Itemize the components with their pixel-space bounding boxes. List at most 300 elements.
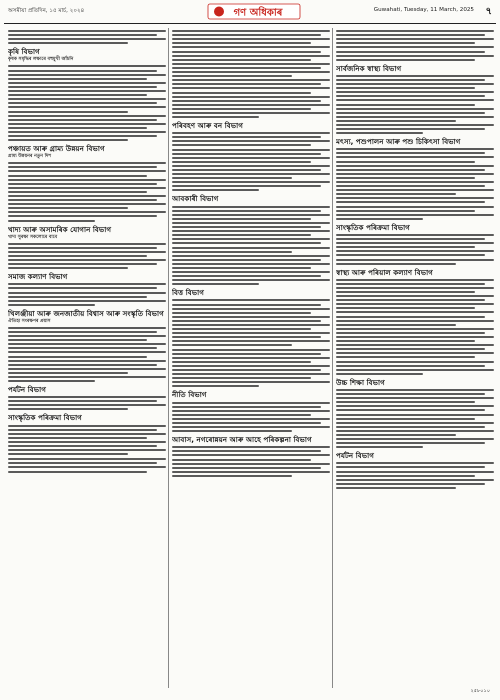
text-line [172,108,311,110]
text-line [172,46,330,48]
text-line [172,210,321,212]
column-left [8,28,166,688]
text-line [172,242,321,244]
text-line [336,303,494,305]
text-line [336,238,485,240]
text-line [172,42,311,44]
page-footer-code: ২৫৮০১০ [470,688,490,694]
text-line [172,450,321,452]
text-line [172,430,292,432]
text-line [8,127,147,129]
text-line [8,38,166,40]
text-line [172,149,330,151]
text-line [172,324,330,326]
text-line [336,214,494,216]
article-section [336,223,494,265]
article-section [8,458,166,472]
text-line [172,100,321,102]
text-line [8,179,166,181]
text-line [172,271,330,273]
text-line [336,75,494,77]
page-number: ৭ [485,6,492,17]
text-line [336,279,494,281]
text-line [8,404,166,406]
text-line [8,215,157,217]
text-line [336,369,494,371]
text-line [172,454,330,456]
text-line [8,356,147,358]
header-date-right: Guwahati, Tuesday, 11 March, 2025 [373,7,474,13]
section-heading: পৰ্যটন বিভাগ [8,385,46,395]
text-line [8,429,157,431]
text-line [8,251,166,253]
text-line [336,311,494,313]
text-line [336,173,494,175]
text-line [8,458,166,460]
text-line [172,316,330,318]
text-line [336,112,485,114]
text-line [172,177,292,179]
article-section [8,225,166,270]
text-line [8,433,166,435]
section-heading: উচ্চ শিক্ষা বিভাগ [336,377,385,387]
text-line [336,332,485,334]
article-section [8,144,166,221]
text-line [172,238,330,240]
text-line [336,287,494,289]
text-line [336,152,485,154]
text-line [172,161,311,163]
text-line [8,102,157,104]
text-line [8,111,128,113]
text-line [336,83,494,85]
text-line [172,263,330,265]
text-line [172,344,292,346]
text-line [172,267,311,269]
text-line [172,185,321,187]
text-line [336,148,494,150]
text-line [8,408,128,410]
text-line [172,96,330,98]
text-line [336,99,494,101]
text-line [8,287,157,289]
text-line [172,353,321,355]
text-line [8,86,157,88]
text-line [336,316,485,318]
text-line [8,135,157,137]
text-line [8,449,166,451]
text-line [336,169,485,171]
text-line [172,173,330,175]
text-line [8,396,166,398]
text-line [172,189,259,191]
text-line [172,418,330,420]
article-section [172,390,330,432]
text-line [336,352,494,354]
text-line [172,157,330,159]
text-line [336,59,475,61]
text-line [8,30,166,32]
text-line [8,292,166,294]
section-heading: পৰ্যটন বিভাগ [336,451,374,461]
section-heading: বিত্ত বিভাগ [172,288,204,298]
masthead-title: গণ অধিকাৰ [233,7,283,19]
text-line [172,116,259,118]
text-line [8,339,147,341]
text-line [8,207,128,209]
text-line [8,351,166,353]
text-line [172,234,311,236]
text-line [172,30,330,32]
text-line [172,406,321,408]
section-heading: সাংস্কৃতিক পৰিক্ৰমা বিভাগ [336,222,410,232]
text-line [336,295,494,297]
text-line [336,462,494,464]
article-section [336,64,494,134]
article-section [336,268,494,375]
text-line [172,222,330,224]
text-line [336,307,475,309]
section-heading: পৰিবহণ আৰু বন বিভাগ [172,121,243,131]
text-line [336,156,494,158]
text-line [8,466,166,468]
text-line [172,136,321,138]
text-line [336,51,485,53]
text-line [8,437,147,439]
section-heading: পঞ্চায়ত আৰু গ্ৰাম্য উন্নয়ন বিভাগ [8,144,105,154]
header-date-left: অসমীয়া প্ৰতিদিন, ১৫ মাৰ্চ, ২০২৪ [8,8,85,14]
text-line [172,320,321,322]
text-line [336,365,485,367]
text-line [336,254,485,256]
text-line [172,463,330,465]
text-line [336,397,494,399]
text-line [8,347,157,349]
text-line [8,376,166,378]
text-line [336,189,494,191]
article-section [172,30,330,118]
text-line [8,304,95,306]
section-heading: আবকাৰী বিভাগ [172,194,219,204]
article-section [8,413,166,455]
text-line [336,120,456,122]
text-line [8,380,95,382]
text-line [172,104,330,106]
section-subheading: কৃষক সমৃদ্ধিৰ লক্ষ্যৰে বহুমুখী আঁচনি [8,57,74,63]
text-line [172,75,292,77]
text-line [172,214,330,216]
column-divider [332,28,333,688]
text-line [8,34,157,36]
article-section [8,272,166,306]
text-line [172,279,330,281]
article-section [8,385,166,410]
text-line [8,70,157,72]
text-line [336,263,456,265]
text-line [336,393,485,395]
text-line [336,320,494,322]
text-line [8,462,157,464]
text-line [172,275,321,277]
text-line [8,372,128,374]
text-line [172,38,330,40]
text-line [8,115,166,117]
text-line [8,360,166,362]
text-line [336,442,485,444]
text-line [172,312,311,314]
text-line [336,34,485,36]
text-line [336,328,494,330]
article-section [8,47,166,141]
section-subheading: গ্ৰাম্য উন্নয়নৰ নতুন দিশ [8,154,52,160]
text-line [336,246,475,248]
text-line [8,65,166,67]
text-line [172,34,321,36]
text-line [336,409,485,411]
text-line [8,364,157,366]
text-line [8,259,166,261]
text-line [172,361,311,363]
text-line [172,51,321,53]
text-line [172,414,311,416]
section-heading: কৃষি বিভাগ [8,47,40,57]
text-line [172,206,330,208]
text-line [8,94,147,96]
text-line [336,91,494,93]
text-line [172,67,321,69]
section-heading: সাংস্কৃতিক পৰিক্ৰমা বিভাগ [8,413,82,423]
text-line [8,175,147,177]
column-divider [168,28,169,688]
text-line [336,201,485,203]
text-line [8,445,157,447]
text-line [336,487,456,489]
text-line [8,441,166,443]
text-line [336,79,485,81]
article-section [172,194,330,285]
article-section [336,378,494,448]
text-line [336,46,494,48]
text-line [172,218,311,220]
text-line [8,247,157,249]
text-line [336,434,456,436]
text-line [336,242,494,244]
text-line [336,132,423,134]
article-section [336,451,494,489]
text-line [8,243,166,245]
text-line [172,112,330,114]
text-line [8,106,166,108]
text-line [336,414,494,416]
text-line [336,42,475,44]
text-line [336,124,494,126]
text-line [8,42,128,44]
text-line [336,30,494,32]
text-line [336,340,475,342]
text-line [172,340,330,342]
page-header [4,3,496,24]
text-line [8,162,166,164]
text-line [336,426,485,428]
text-line [172,385,259,387]
text-line [8,123,166,125]
text-line [172,410,330,412]
text-line [336,116,494,118]
text-line [8,170,166,172]
text-line [8,255,147,257]
text-line [172,377,311,379]
text-line [172,251,292,253]
text-line [336,422,494,424]
text-line [8,300,166,302]
text-line [172,132,330,134]
text-line [8,335,166,337]
text-line [8,78,147,80]
article-section [8,309,166,382]
text-line [172,165,330,167]
text-line [8,131,166,133]
text-line [172,365,330,367]
text-line [336,165,494,167]
text-line [336,55,494,57]
text-line [336,373,423,375]
column-middle [172,28,330,688]
text-line [172,140,330,142]
text-line [8,90,166,92]
text-line [8,400,157,402]
text-line [336,299,485,301]
text-line [8,74,166,76]
text-line [336,197,494,199]
text-line [8,425,166,427]
text-line [336,418,475,420]
text-line [8,82,166,84]
section-heading: সমাজ কল্যাণ বিভাগ [8,272,68,282]
text-line [8,119,157,121]
text-line [172,349,330,351]
text-line [336,128,485,130]
text-line [172,336,321,338]
text-line [172,87,330,89]
text-line [172,369,321,371]
text-line [172,381,330,383]
text-line [8,368,166,370]
text-line [172,71,330,73]
text-line [172,181,330,183]
text-line [336,471,494,473]
text-line [8,211,166,213]
text-line [336,87,475,89]
text-line [336,193,456,195]
text-line [172,475,292,477]
text-line [336,234,494,236]
text-line [8,183,157,185]
text-line [8,267,128,269]
text-line [8,296,147,298]
text-line [336,401,475,403]
text-line [172,304,321,306]
text-line [172,153,321,155]
text-line [336,483,485,485]
section-subheading: খাদ্য সুৰক্ষা সকলোৰে বাবে [8,234,58,240]
article-section [172,435,330,477]
text-line [8,327,166,329]
section-heading: খিলঞ্জীয়া আৰু জনজাতীয় বিশ্বাস আৰু সংস্কৃতি বিভাগ [8,308,164,318]
text-line [172,255,330,257]
text-line [336,108,494,110]
masthead-logo [204,2,304,21]
section-subheading: ঐতিহ্য সংৰক্ষণৰ প্ৰয়াস [8,318,51,324]
text-line [172,373,330,375]
text-line [336,104,475,106]
text-line [172,169,321,171]
text-line [8,283,166,285]
text-line [172,402,330,404]
text-line [336,361,494,363]
article-section [172,288,330,387]
text-line [8,199,157,201]
text-line [172,144,311,146]
text-line [8,187,166,189]
text-line [336,250,494,252]
text-line [172,55,330,57]
text-line [8,98,166,100]
text-line [336,324,456,326]
text-line [336,348,485,350]
text-line [336,283,485,285]
text-line [8,453,128,455]
section-heading: মৎস্য, পশুপালন আৰু পশু চিকিৎসা বিভাগ [336,137,461,147]
text-line [172,308,330,310]
text-line [336,430,494,432]
text-line [336,438,494,440]
section-heading: আবাস, নগৰোন্নয়ন আৰু আহে পৰিকল্পনা বিভাগ [172,435,312,445]
text-line [172,63,330,65]
article-section [8,30,166,44]
text-line [172,247,330,249]
column-right [336,28,494,688]
text-line [172,422,321,424]
text-line [336,259,494,261]
article-section [336,137,494,220]
text-line [172,83,321,85]
text-line [336,356,475,358]
text-line [172,230,330,232]
text-line [172,328,311,330]
text-line [172,332,330,334]
text-line [336,405,494,407]
section-heading: স্বাস্থ্য আৰু পৰিয়াল কল্যাণ বিভাগ [336,267,433,277]
section-heading: সাৰ্বজনিক স্বাস্থ্য বিভাগ [336,63,402,73]
text-line [172,79,330,81]
text-line [8,331,157,333]
text-line [172,459,311,461]
text-line [172,226,321,228]
text-line [172,357,330,359]
text-line [8,195,166,197]
text-line [336,466,485,468]
text-line [172,59,311,61]
text-line [8,471,147,473]
text-line [8,191,147,193]
text-line [336,38,494,40]
text-line [336,181,494,183]
text-line [336,218,423,220]
text-line [336,161,475,163]
section-heading: খাদ্য আৰু অসামৰিক যোগান বিভাগ [8,224,112,234]
text-line [8,220,95,222]
text-line [172,259,321,261]
